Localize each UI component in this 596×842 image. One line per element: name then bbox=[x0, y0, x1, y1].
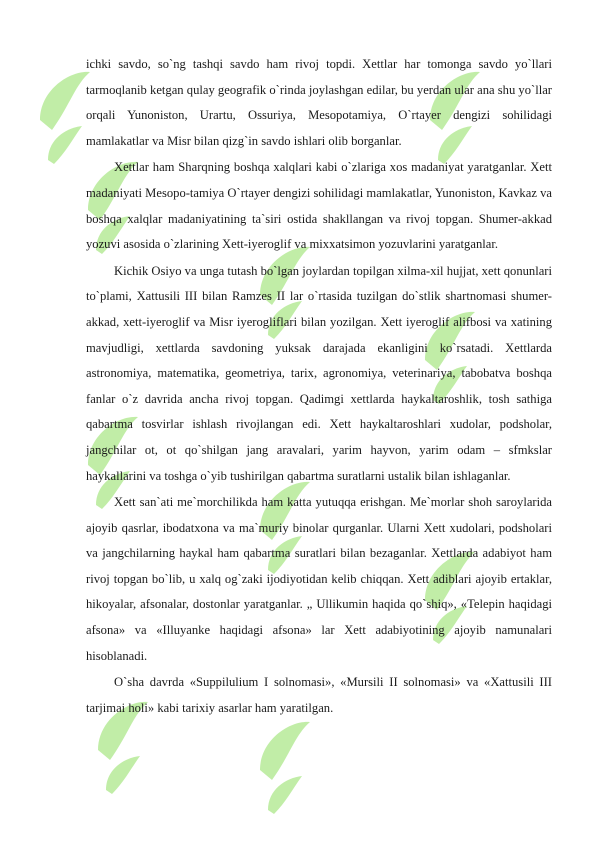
paragraph: Xett san`ati me`morchilikda ham katta yutuqqa erishgan. Me`morlar shoh saroylarida ajoyib qasrlar, ibodatxona va ma`muriy binolar qurganlar. Ularni Xett xudolari, podsholari va jangchilarning haykal ham qabartma suratlari bilan bezaganlar. Xettlarda adabiyot ham rivoj topgan bo`lib, u xalq og`zaki ijodiyotidan kelib chiqqan. Xett adiblari ajoyib ertaklar, hikoyalar, afsonalar, dostonlar yaratganlar. „ Ullikumin haqida qo`shiq», «Telepin haqidagi afsona» va «Illuyanke haqidagi afsona» lar Xett adabiyotining ajoyib namunalari hisoblanadi. bbox=[86, 495, 552, 663]
paragraph: Xettlar ham Sharqning boshqa xalqlari kabi o`zlariga xos madaniyat yaratganlar. Xett madaniyati Mesopo-tamiya O`rtayer dengizi sohilidagi mamlakatlar, Yunoniston, Kavkaz va boshqa xalqlar madaniyatining ta`siri ostida shakllangan va rivoj topgan. Shumer-akkad yozuvi asosida o`zlarining Xett-iyeroglif va mixxatsimon yozuvlarini yaratganlar. bbox=[86, 160, 552, 252]
paragraph: Kichik Osiyo va unga tutash bo`lgan joylardan topilgan xilma-xil hujjat, xett qonunlari to`plami, Xattusili III bilan Ramzes II lar o`rtasida tuzilgan do`stlik shartnomasi shumer-akkad, xett-iyeroglif va Misr iyerogliflari bilan yozilgan. Xett iyeroglif alifbosi va xatining mavjudligi, xettlarda savdoning yuksak darajada ekanligini ko`rsatadi. Xettlarda astronomiya, matematika, geometriya, tarix, agronomiya, veterinariya, tabobatva boshqa fanlar o`z davrida ancha rivoj topgan. Qadimgi xettlarda haykaltaroshlik, tosh sathiga qabartma tosvirlar ishlash rivojlangan edi. Xett haykaltaroshlari xudolar, podsholar, jangchilar ot, ot qo`shilgan jang aravalari, yarim hayvon, yarim odam – sfmkslar haykallarini va toshga o`yib tushirilgan qabartma suratlarni ustalik bilan ishlaganlar. bbox=[86, 263, 552, 483]
watermark-logo-icon bbox=[250, 710, 320, 820]
paragraph: ichki savdo, so`ng tashqi savdo ham rivoj topdi. Xettlar har tomonga savdo yo`llari tarmoqlanib ketgan qulay geografik o`rinda joylashgan edilar, bu yerdan ular ana shu yo`llar orqali Yunoniston, Urartu, Ossuriya, Mesopotamiya, O`rtayer dengizi sohilidagi mamlakatlar va Misr bilan qizg`in savdo ishlari olib borganlar. bbox=[86, 57, 552, 148]
paragraph: O`sha davrda «Suppilulium I solnomasi», «Mursili II solnomasi» va «Xattusili III tarjimai holi» kabi tarixiy asarlar ham yaratilgan. bbox=[86, 675, 552, 715]
document-body bbox=[86, 52, 552, 721]
